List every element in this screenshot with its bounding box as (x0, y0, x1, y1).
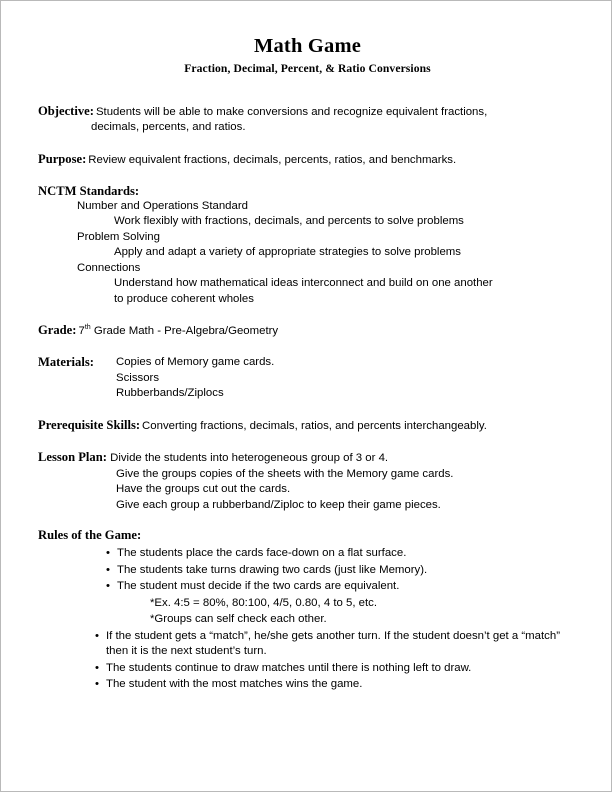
bullet-icon: • (106, 547, 110, 560)
materials-row (38, 355, 577, 402)
section-rules-of-the-game (38, 528, 577, 693)
rule-text-continued: get a “match” then it is the next student’s turn. (106, 629, 560, 658)
lesson-plan-step: Give the groups copies of the sheets with the Memory game cards. (116, 467, 454, 480)
document-title: Math Game (253, 35, 362, 57)
section-prerequisite-skills (38, 417, 577, 435)
rule-note: *Groups can self check each other. (150, 613, 327, 626)
rule-note: *Ex. 4:5 = 80%, 80:100, 4/5, 0.80, 4 to 5, etc. (150, 596, 378, 609)
lesson-plan-step: Have the groups cut out the cards. (116, 483, 291, 496)
rule-text: The students continue to draw matches until there is nothing left to draw. (106, 661, 472, 674)
section-purpose (38, 151, 577, 169)
section-lesson-plan (38, 449, 577, 513)
nctm-standard-name: Connections (77, 261, 141, 274)
lesson-plan-step: Divide the students into heterogeneous group of 3 or 4. (110, 452, 389, 465)
objective-paragraph (38, 103, 577, 136)
grade-ordinal-suffix: th (84, 324, 91, 332)
rule-item (106, 563, 577, 579)
materials-label: Materials: (38, 355, 94, 369)
purpose-label: Purpose: (38, 152, 87, 167)
grade-paragraph (38, 322, 577, 340)
grade-number: 7 (78, 325, 85, 338)
rule-text: The student must decide if the two cards are equivalent. (117, 580, 400, 593)
section-materials (38, 355, 577, 402)
objective-line-1: Students will be able to make conversions and recognize equivalent fractions, (95, 105, 488, 118)
rules-label: Rules of the Game: (38, 528, 142, 543)
rule-item (95, 661, 577, 677)
materials-item: Rubberbands/Ziplocs (116, 387, 224, 399)
purpose-paragraph (38, 151, 577, 169)
document-subtitle: Fraction, Decimal, Percent, & Ratio Conversions (184, 61, 431, 75)
nctm-standard-detail: Work flexibly with fractions, decimals, and percents to solve problems (114, 215, 464, 228)
nctm-standard-detail-continued: to produce coherent wholes (114, 292, 254, 305)
rule-text: The student with the most matches wins the game. (106, 678, 363, 691)
rule-item (106, 579, 577, 595)
lesson-plan-lines (38, 449, 577, 513)
grade-label: Grade: (38, 323, 77, 338)
grade-course: Grade Math - Pre-Algebra/Geometry (90, 325, 279, 338)
rule-text: If the student gets a “match”, he/she gets another turn. If the student doesn’t (106, 629, 490, 642)
objective-label: Objective: (38, 103, 94, 118)
nctm-standard-detail: Understand how mathematical ideas interconnect and build on one another (114, 277, 493, 290)
materials-item: Scissors (116, 371, 160, 384)
objective-line-2: decimals, percents, and ratios. (91, 121, 246, 134)
materials-list (116, 355, 577, 402)
section-objective (38, 103, 577, 136)
prerequisite-paragraph (38, 417, 577, 435)
prerequisite-label: Prerequisite Skills: (38, 417, 141, 432)
purpose-text: Review equivalent fractions, decimals, percents, ratios, and benchmarks. (88, 154, 457, 167)
rule-text: The students take turns drawing two cards (just like Memory). (117, 563, 428, 576)
nctm-standards-label: NCTM Standards: (38, 183, 140, 198)
materials-item: Copies of Memory game cards. (116, 356, 275, 368)
prerequisite-text: Converting fractions, decimals, ratios, and percents interchangeably. (142, 419, 487, 432)
rule-item (95, 677, 577, 693)
nctm-standard-name: Problem Solving (77, 230, 160, 243)
section-nctm-standards (38, 184, 577, 308)
nctm-standard-name: Number and Operations Standard (77, 199, 248, 212)
bullet-icon: • (95, 629, 99, 642)
bullet-icon: • (106, 563, 110, 576)
bullet-icon: • (106, 580, 110, 593)
bullet-icon: • (95, 661, 99, 674)
lesson-plan-first-line (38, 449, 577, 467)
rule-item (95, 629, 577, 660)
section-grade (38, 322, 577, 340)
rules-list (38, 546, 577, 693)
lesson-plan-step: Give each group a rubberband/Ziploc to keep their game pieces. (116, 498, 441, 511)
nctm-standard-detail: Apply and adapt a variety of appropriate strategies to solve problems (114, 246, 461, 259)
lesson-plan-label: Lesson Plan: (38, 450, 107, 465)
rule-item (106, 546, 577, 562)
document-body (1, 1, 611, 693)
rule-text: The students place the cards face-down on a flat surface. (117, 547, 407, 560)
title-block (38, 35, 577, 75)
bullet-icon: • (95, 678, 99, 691)
